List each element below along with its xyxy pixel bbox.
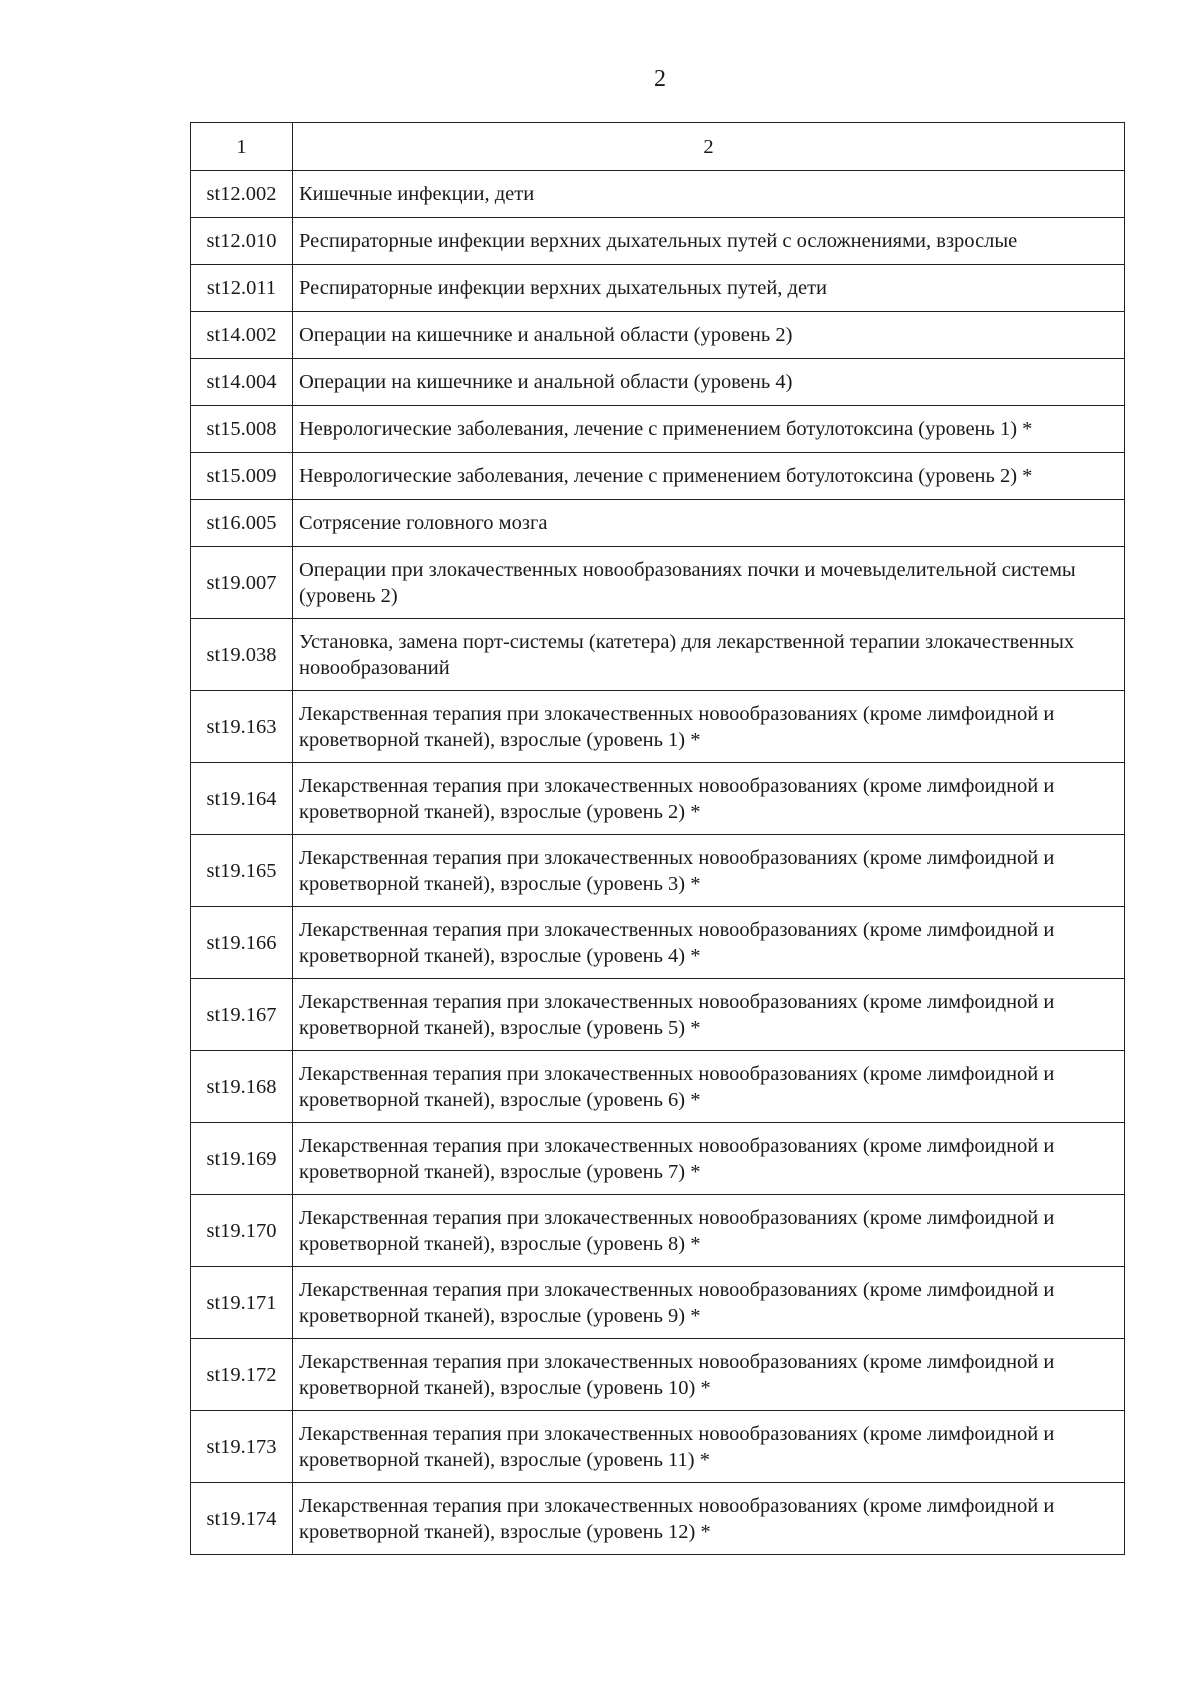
table-row bbox=[191, 691, 1125, 763]
row-name: Лекарственная терапия при злокачественных новообразованиях (кроме лимфоидной и кроветворной тканей), взрослые (уровень 10) * bbox=[293, 1339, 1125, 1411]
page-number: 2 bbox=[654, 66, 666, 92]
table-row bbox=[191, 453, 1125, 500]
row-name: Лекарственная терапия при злокачественных новообразованиях (кроме лимфоидной и кроветворной тканей), взрослые (уровень 9) * bbox=[293, 1267, 1125, 1339]
row-code: st19.169 bbox=[191, 1123, 293, 1195]
row-name: Лекарственная терапия при злокачественных новообразованиях (кроме лимфоидной и кроветворной тканей), взрослые (уровень 11) * bbox=[293, 1411, 1125, 1483]
row-code: st19.166 bbox=[191, 907, 293, 979]
table-row bbox=[191, 907, 1125, 979]
row-name: Лекарственная терапия при злокачественных новообразованиях (кроме лимфоидной и кроветворной тканей), взрослые (уровень 12) * bbox=[293, 1483, 1125, 1555]
table-row bbox=[191, 1051, 1125, 1123]
row-code: st12.002 bbox=[191, 171, 293, 218]
table-row bbox=[191, 265, 1125, 312]
table-row bbox=[191, 171, 1125, 218]
table-row bbox=[191, 979, 1125, 1051]
row-name: Неврологические заболевания, лечение с применением ботулотоксина (уровень 1) * bbox=[293, 406, 1125, 453]
row-code: st19.174 bbox=[191, 1483, 293, 1555]
table-row bbox=[191, 763, 1125, 835]
row-code: st15.009 bbox=[191, 453, 293, 500]
table-row bbox=[191, 1267, 1125, 1339]
row-name: Кишечные инфекции, дети bbox=[293, 171, 1125, 218]
column-header-1: 1 bbox=[191, 123, 293, 171]
table-row bbox=[191, 359, 1125, 406]
table-row bbox=[191, 547, 1125, 619]
row-name: Операции на кишечнике и анальной области (уровень 4) bbox=[293, 359, 1125, 406]
row-code: st12.010 bbox=[191, 218, 293, 265]
table-row bbox=[191, 406, 1125, 453]
column-header-2: 2 bbox=[293, 123, 1125, 171]
row-code: st19.164 bbox=[191, 763, 293, 835]
table-row bbox=[191, 1123, 1125, 1195]
row-name: Неврологические заболевания, лечение с применением ботулотоксина (уровень 2) * bbox=[293, 453, 1125, 500]
row-code: st19.163 bbox=[191, 691, 293, 763]
row-code: st15.008 bbox=[191, 406, 293, 453]
row-code: st19.165 bbox=[191, 835, 293, 907]
table-row bbox=[191, 1411, 1125, 1483]
row-code: st12.011 bbox=[191, 265, 293, 312]
row-code: st19.170 bbox=[191, 1195, 293, 1267]
table-row bbox=[191, 1483, 1125, 1555]
table-header-row bbox=[191, 123, 1125, 171]
table-row bbox=[191, 1339, 1125, 1411]
row-name: Операции при злокачественных новообразованиях почки и мочевыделительной системы (уровень 2) bbox=[293, 547, 1125, 619]
table-row bbox=[191, 1195, 1125, 1267]
row-name: Лекарственная терапия при злокачественных новообразованиях (кроме лимфоидной и кроветворной тканей), взрослые (уровень 3) * bbox=[293, 835, 1125, 907]
row-code: st19.167 bbox=[191, 979, 293, 1051]
row-code: st19.172 bbox=[191, 1339, 293, 1411]
row-code: st19.171 bbox=[191, 1267, 293, 1339]
row-code: st16.005 bbox=[191, 500, 293, 547]
codes-table bbox=[190, 122, 1125, 1555]
row-name: Лекарственная терапия при злокачественных новообразованиях (кроме лимфоидной и кроветворной тканей), взрослые (уровень 8) * bbox=[293, 1195, 1125, 1267]
row-name: Лекарственная терапия при злокачественных новообразованиях (кроме лимфоидной и кроветворной тканей), взрослые (уровень 6) * bbox=[293, 1051, 1125, 1123]
table-row bbox=[191, 218, 1125, 265]
row-name: Респираторные инфекции верхних дыхательных путей с осложнениями, взрослые bbox=[293, 218, 1125, 265]
row-code: st19.007 bbox=[191, 547, 293, 619]
row-name: Лекарственная терапия при злокачественных новообразованиях (кроме лимфоидной и кроветворной тканей), взрослые (уровень 1) * bbox=[293, 691, 1125, 763]
table-row bbox=[191, 619, 1125, 691]
row-name: Сотрясение головного мозга bbox=[293, 500, 1125, 547]
row-name: Лекарственная терапия при злокачественных новообразованиях (кроме лимфоидной и кроветворной тканей), взрослые (уровень 4) * bbox=[293, 907, 1125, 979]
row-name: Лекарственная терапия при злокачественных новообразованиях (кроме лимфоидной и кроветворной тканей), взрослые (уровень 5) * bbox=[293, 979, 1125, 1051]
table-row bbox=[191, 312, 1125, 359]
row-code: st14.004 bbox=[191, 359, 293, 406]
row-code: st19.168 bbox=[191, 1051, 293, 1123]
table-row bbox=[191, 835, 1125, 907]
row-name: Операции на кишечнике и анальной области (уровень 2) bbox=[293, 312, 1125, 359]
table-row bbox=[191, 500, 1125, 547]
row-name: Респираторные инфекции верхних дыхательных путей, дети bbox=[293, 265, 1125, 312]
row-code: st19.038 bbox=[191, 619, 293, 691]
row-code: st19.173 bbox=[191, 1411, 293, 1483]
row-code: st14.002 bbox=[191, 312, 293, 359]
row-name: Установка, замена порт-системы (катетера) для лекарственной терапии злокачественных новообразований bbox=[293, 619, 1125, 691]
row-name: Лекарственная терапия при злокачественных новообразованиях (кроме лимфоидной и кроветворной тканей), взрослые (уровень 2) * bbox=[293, 763, 1125, 835]
row-name: Лекарственная терапия при злокачественных новообразованиях (кроме лимфоидной и кроветворной тканей), взрослые (уровень 7) * bbox=[293, 1123, 1125, 1195]
